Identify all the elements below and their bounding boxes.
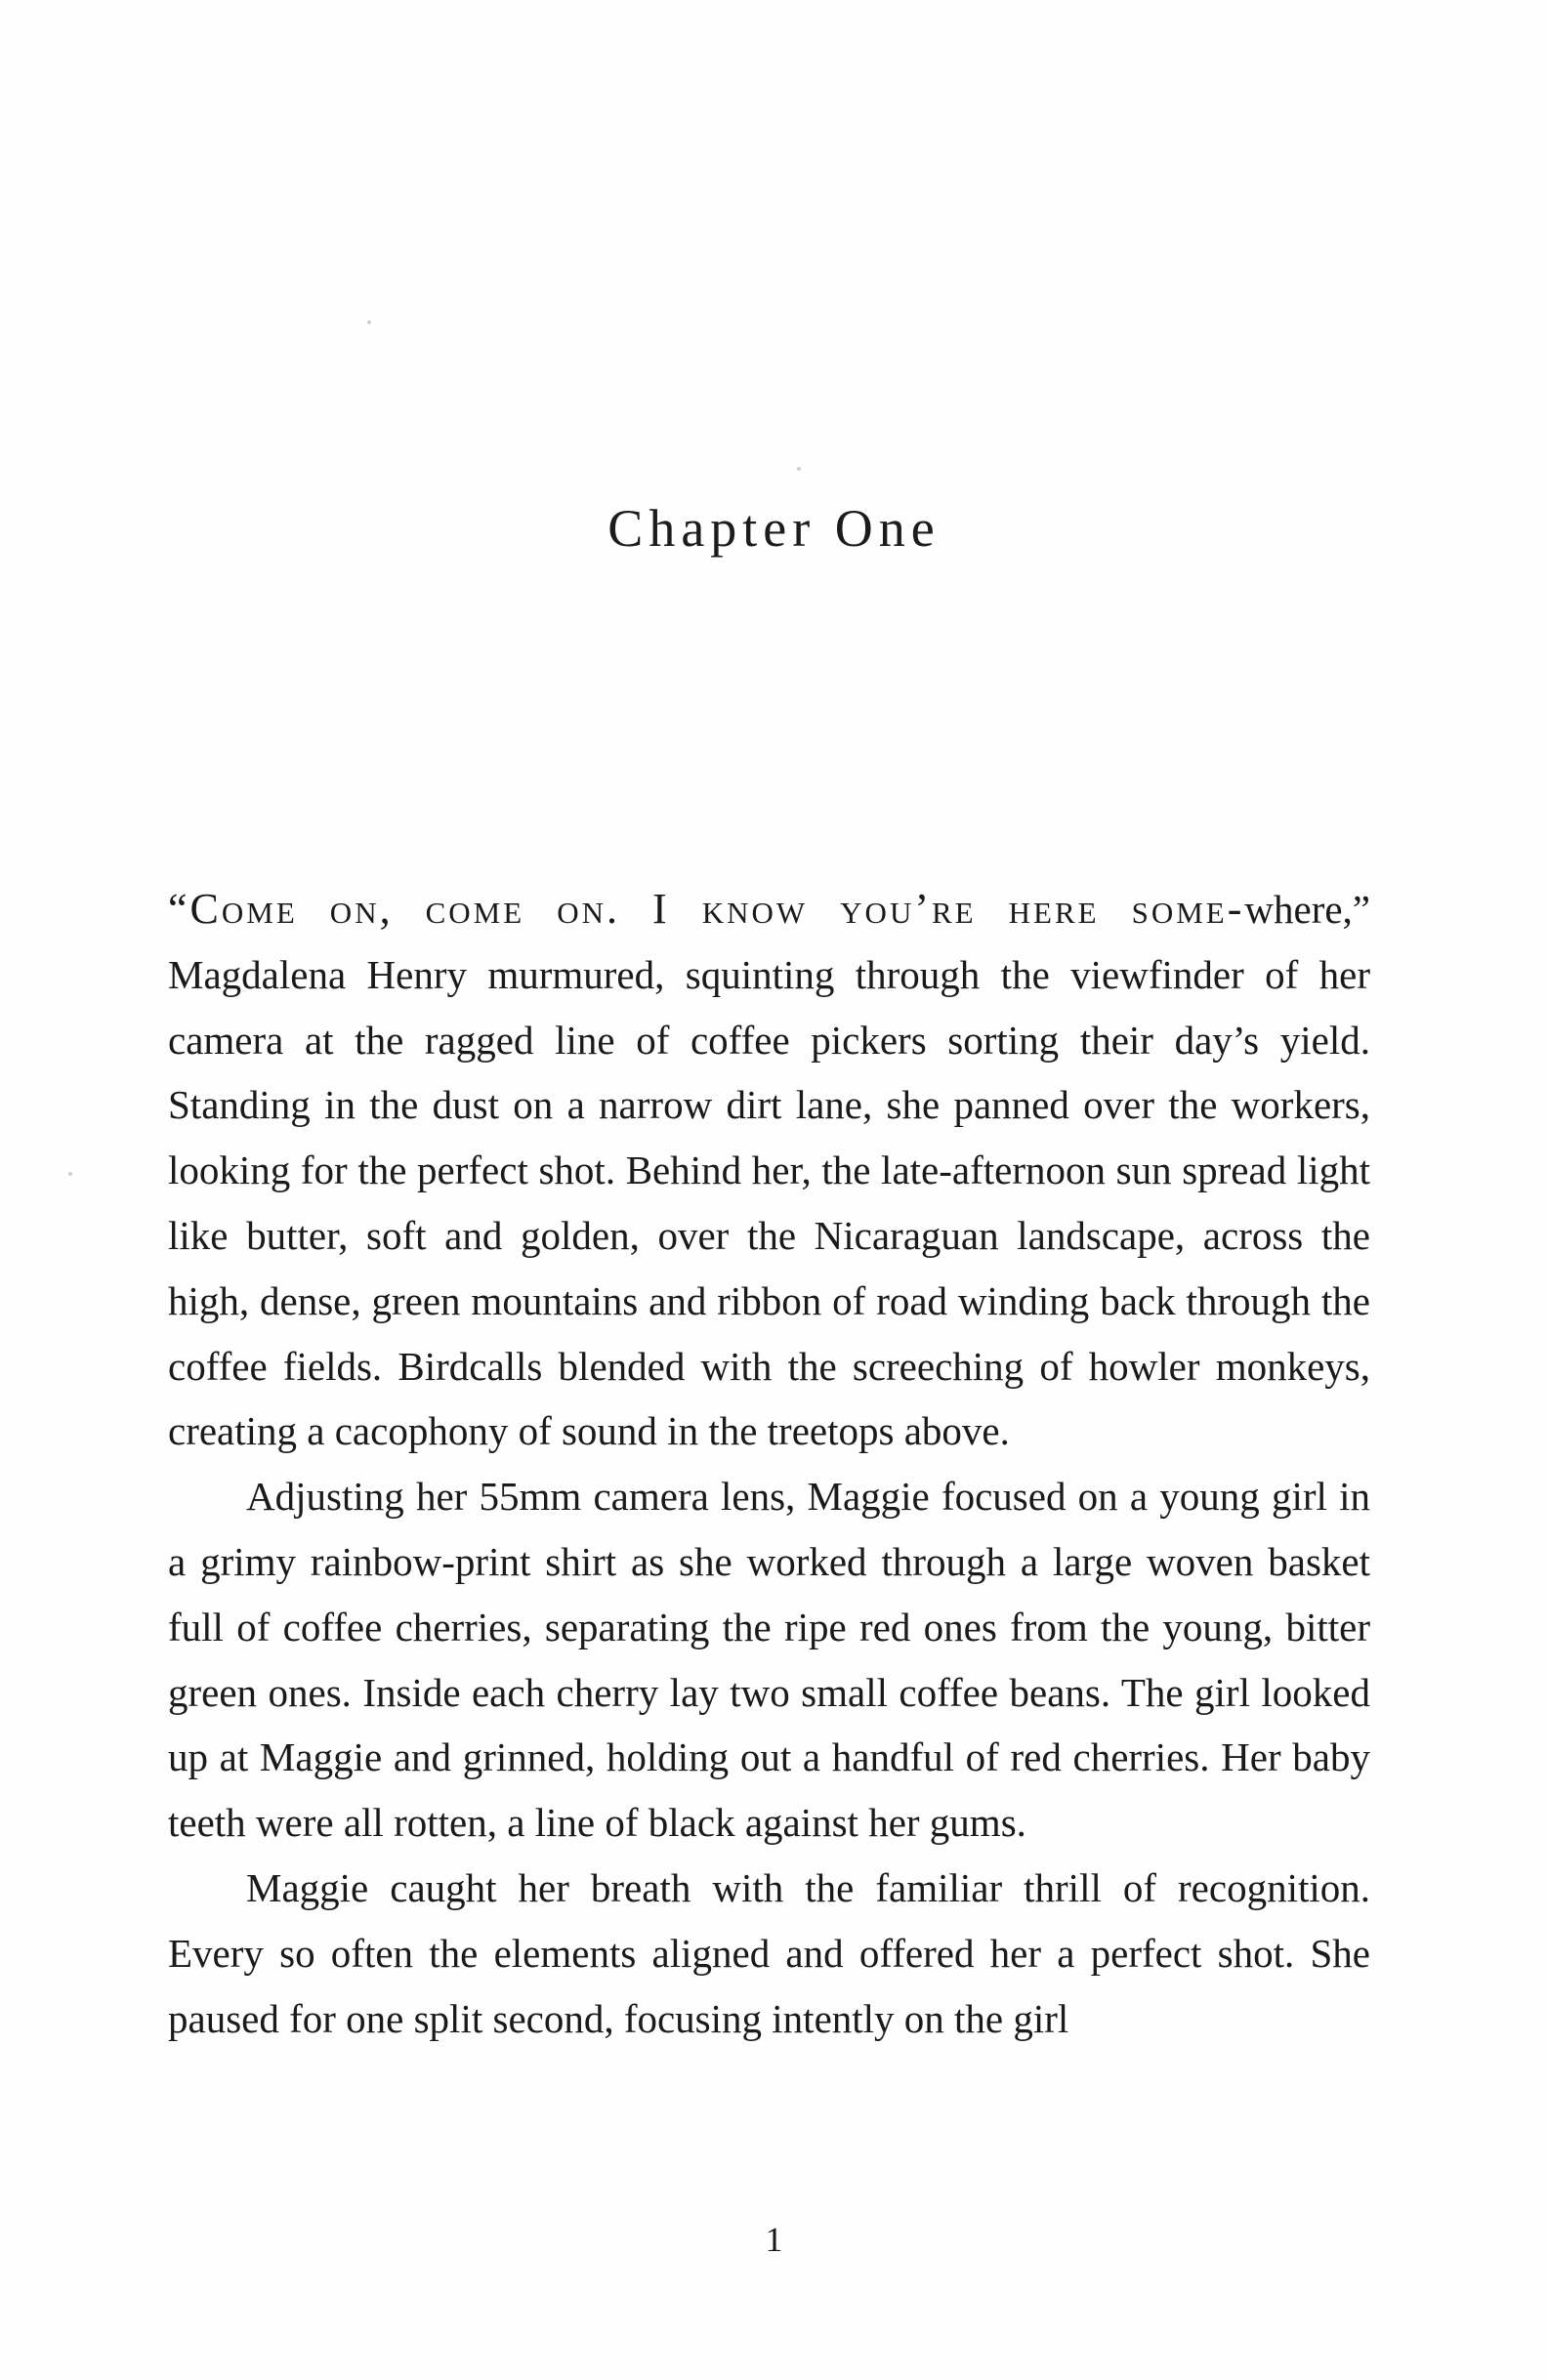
paper-speck: [68, 1172, 72, 1176]
paragraph-3: Maggie caught her breath with the familiar thrill of recognition. Every so often the elements aligned and offered her a perfect shot. She paused for one split second, focusing intently on the girl: [168, 1864, 1370, 2041]
paper-speck: [797, 467, 801, 471]
chapter-title: Chapter One: [607, 499, 941, 558]
chapter-body: [168, 877, 1370, 2051]
paragraph-2: Adjusting her 55mm camera lens, Maggie focused on a young girl in a grimy rainbow-print shirt as she worked through a large woven basket full of coffee cherries, separating the ripe red ones from the young, bitter green ones. Inside each cherry lay two small coffee beans. The girl looked up at Maggie and grinned, holding out a handful of red cherries. Her baby teeth were all rotten, a line of black against her gums.: [168, 1474, 1370, 1846]
paragraph-opener: “Come on, come on. I know you’re here some-: [168, 885, 1245, 933]
paragraph-1-text: where,” Magdalena Henry murmured, squinting through the viewfinder of her camera at the ragged line of coffee pickers sorting their day’s yield. Standing in the dust on a narrow dirt lane, she panned over the workers, looking for the perfect shot. Behind her, the late-afternoon sun spread light like butter, soft and golden, over the Nicaraguan landscape, across the high, dense, green mountains and ribbon of road winding back through the coffee fields. Birdcalls blended with the screeching of howler monkeys, creating a cacophony of sound in the treetops above.: [168, 887, 1370, 1454]
paper-speck: [367, 320, 371, 324]
page-number: 1: [765, 2220, 783, 2259]
paragraph-1: [168, 877, 1370, 1464]
